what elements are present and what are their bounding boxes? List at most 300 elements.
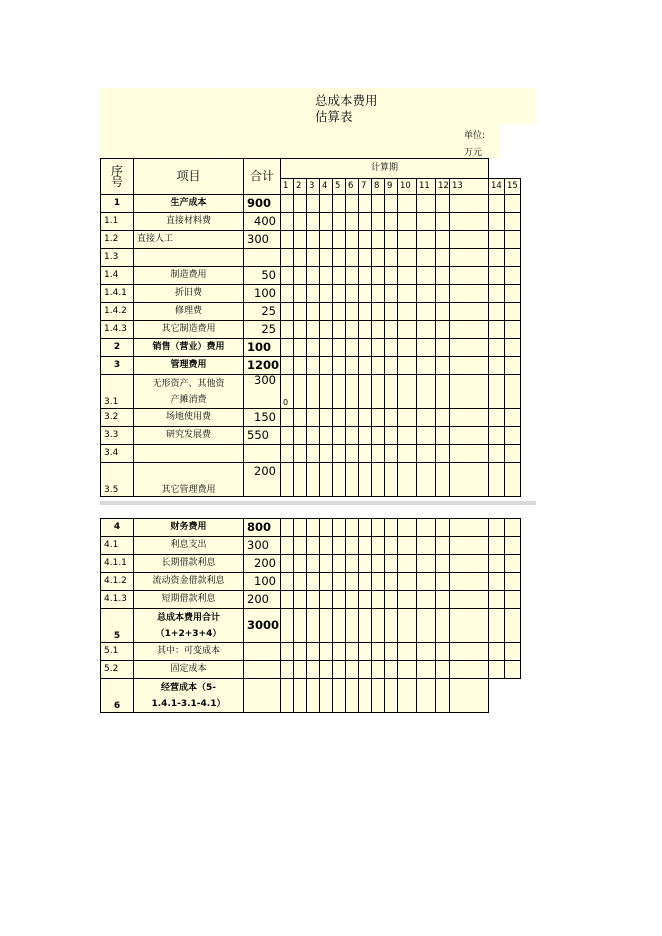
period-cell	[346, 591, 359, 609]
period-cell	[489, 643, 505, 661]
row-total: 100	[244, 285, 281, 303]
period-cell	[489, 195, 505, 213]
row-item: 制造费用	[134, 267, 244, 285]
period-cell	[398, 445, 417, 463]
period-cell	[333, 375, 346, 409]
period-cell	[294, 609, 307, 643]
period-cell	[385, 427, 398, 445]
period-cell	[346, 249, 359, 267]
period-cell	[359, 339, 372, 357]
period-cell	[372, 303, 385, 321]
period-cell	[333, 591, 346, 609]
row-total: 25	[244, 303, 281, 321]
period-cell	[450, 285, 489, 303]
period-number: 15	[505, 179, 521, 195]
period-cell	[398, 285, 417, 303]
period-cell	[489, 591, 505, 609]
header-blank	[489, 159, 521, 179]
period-cell	[320, 555, 333, 573]
period-cell	[333, 267, 346, 285]
period-cell	[417, 303, 436, 321]
period-cell	[505, 609, 521, 643]
period-cell	[417, 609, 436, 643]
period-cell	[398, 679, 417, 713]
period-cell	[385, 661, 398, 679]
table-row	[101, 213, 521, 231]
period-cell	[398, 249, 417, 267]
table-row	[101, 375, 521, 409]
row-total: 300	[244, 375, 281, 409]
period-cell	[436, 213, 450, 231]
period-cell	[505, 409, 521, 427]
period-cell	[436, 375, 450, 409]
period-cell	[333, 445, 346, 463]
period-cell	[450, 213, 489, 231]
period-cell	[450, 661, 489, 679]
period-cell	[372, 555, 385, 573]
period-cell	[450, 591, 489, 609]
period-cell	[505, 573, 521, 591]
table-row	[101, 357, 521, 375]
period-cell	[417, 591, 436, 609]
period-cell	[436, 339, 450, 357]
period-cell	[417, 427, 436, 445]
period-cell	[398, 409, 417, 427]
table-row	[101, 643, 521, 661]
row-item	[134, 249, 244, 267]
period-cell	[333, 303, 346, 321]
period-cell	[294, 285, 307, 303]
row-item: 其它制造费用	[134, 321, 244, 339]
period-cell	[417, 463, 436, 497]
blank-cell	[505, 679, 521, 713]
period-cell	[489, 555, 505, 573]
period-cell	[372, 357, 385, 375]
period-cell	[417, 409, 436, 427]
row-total: 300	[244, 537, 281, 555]
period-cell	[505, 213, 521, 231]
period-cell	[346, 285, 359, 303]
table-row	[101, 303, 521, 321]
period-cell	[450, 195, 489, 213]
period-number: 11	[417, 179, 436, 195]
period-cell	[346, 445, 359, 463]
period-cell	[359, 285, 372, 303]
row-seq: 1.4.3	[101, 321, 134, 339]
period-cell	[346, 321, 359, 339]
period-cell	[346, 427, 359, 445]
row-total: 300	[244, 231, 281, 249]
period-cell	[346, 609, 359, 643]
period-cell	[505, 463, 521, 497]
period-cell	[372, 249, 385, 267]
period-cell	[307, 445, 320, 463]
period-cell	[307, 519, 320, 537]
row-item-line1: 总成本费用合计	[156, 612, 220, 623]
period-cell	[489, 463, 505, 497]
row-item	[134, 375, 244, 409]
period-cell	[294, 321, 307, 339]
period-cell	[307, 679, 320, 713]
period-cell	[281, 643, 294, 661]
period-cell	[346, 679, 359, 713]
period-cell	[281, 591, 294, 609]
period-cell	[372, 519, 385, 537]
period-cell	[281, 213, 294, 231]
period-cell	[372, 375, 385, 409]
period-cell	[505, 249, 521, 267]
period-cell	[385, 409, 398, 427]
period-cell	[489, 409, 505, 427]
period-cell	[346, 303, 359, 321]
period-cell	[307, 285, 320, 303]
period-cell	[359, 555, 372, 573]
period-cell	[281, 537, 294, 555]
period-cell	[385, 555, 398, 573]
period-cell	[436, 661, 450, 679]
row-total	[244, 445, 281, 463]
period-cell	[333, 357, 346, 375]
period-cell	[281, 679, 294, 713]
section-separator	[100, 501, 536, 505]
period-cell	[307, 573, 320, 591]
period-cell	[333, 643, 346, 661]
period-cell	[398, 519, 417, 537]
period-cell	[398, 231, 417, 249]
period-cell	[359, 463, 372, 497]
period-cell	[307, 463, 320, 497]
period-cell	[417, 445, 436, 463]
period-cell	[417, 231, 436, 249]
period-cell	[320, 267, 333, 285]
period-cell	[294, 643, 307, 661]
period-cell	[359, 643, 372, 661]
period-cell	[333, 555, 346, 573]
period-cell	[294, 591, 307, 609]
row-seq: 1.4.1	[101, 285, 134, 303]
period-cell	[372, 213, 385, 231]
period-cell	[450, 339, 489, 357]
period-cell	[359, 445, 372, 463]
table-row	[101, 463, 521, 497]
period-cell	[385, 195, 398, 213]
period-cell	[359, 249, 372, 267]
period-cell	[398, 643, 417, 661]
header-seq	[101, 159, 134, 195]
period-cell	[359, 231, 372, 249]
period-cell	[372, 609, 385, 643]
row-item-line1: 无形资产、其他资	[152, 378, 225, 389]
period-cell	[346, 463, 359, 497]
row-seq: 4.1.2	[101, 573, 134, 591]
period-cell	[346, 573, 359, 591]
table-row	[101, 409, 521, 427]
period-cell	[436, 591, 450, 609]
period-cell	[333, 519, 346, 537]
row-seq: 3	[101, 357, 134, 375]
period-cell	[417, 339, 436, 357]
period-cell	[372, 537, 385, 555]
table-row	[101, 427, 521, 445]
period-cell	[450, 321, 489, 339]
period-cell	[346, 267, 359, 285]
row-item: 短期借款利息	[134, 591, 244, 609]
period-cell	[372, 321, 385, 339]
period-cell	[398, 609, 417, 643]
period-cell	[436, 427, 450, 445]
period-cell	[307, 303, 320, 321]
period-cell	[346, 357, 359, 375]
period-cell	[307, 537, 320, 555]
period-cell	[505, 285, 521, 303]
period-cell	[450, 303, 489, 321]
period-cell	[294, 339, 307, 357]
period-cell	[398, 321, 417, 339]
period-cell	[489, 213, 505, 231]
period-cell	[489, 427, 505, 445]
period-cell	[436, 573, 450, 591]
row-item: 场地使用费	[134, 409, 244, 427]
period-cell	[359, 679, 372, 713]
period-number: 14	[489, 179, 505, 195]
period-number: 12	[436, 179, 450, 195]
period-cell	[359, 213, 372, 231]
period-cell	[320, 591, 333, 609]
header-total: 合计	[244, 159, 281, 195]
table-row	[101, 231, 521, 249]
period-cell	[294, 303, 307, 321]
table-row	[101, 195, 521, 213]
row-total	[244, 643, 281, 661]
period-cell	[294, 249, 307, 267]
table-row	[101, 661, 521, 679]
period-cell	[450, 231, 489, 249]
period-cell	[417, 267, 436, 285]
period-cell	[307, 643, 320, 661]
period-cell	[436, 445, 450, 463]
period-cell	[281, 357, 294, 375]
table-row	[101, 679, 521, 713]
period-cell	[436, 321, 450, 339]
period-cell	[505, 357, 521, 375]
period-cell	[307, 375, 320, 409]
period-cell	[359, 267, 372, 285]
period-cell	[320, 303, 333, 321]
period-cell	[281, 285, 294, 303]
period-number: 10	[398, 179, 417, 195]
period-cell	[307, 231, 320, 249]
period-number: 8	[372, 179, 385, 195]
row-item: 销售（营业）费用	[134, 339, 244, 357]
period-cell	[436, 267, 450, 285]
period-cell	[281, 573, 294, 591]
period-number: 13	[450, 179, 489, 195]
period-cell	[505, 427, 521, 445]
period-cell	[307, 591, 320, 609]
row-item: 研究发展费	[134, 427, 244, 445]
period-cell	[320, 537, 333, 555]
period-cell	[372, 339, 385, 357]
period-cell	[294, 519, 307, 537]
period-cell	[436, 409, 450, 427]
period-cell	[450, 445, 489, 463]
row-seq: 5.1	[101, 643, 134, 661]
period-cell	[436, 303, 450, 321]
period-cell	[398, 339, 417, 357]
period-cell	[333, 339, 346, 357]
period-cell	[294, 231, 307, 249]
period-cell	[372, 463, 385, 497]
period-cell	[436, 249, 450, 267]
row-item: 流动资金借款利息	[134, 573, 244, 591]
period-number: 1	[281, 179, 294, 195]
period-cell	[320, 213, 333, 231]
period-cell	[359, 661, 372, 679]
row-seq: 3.3	[101, 427, 134, 445]
period-cell	[505, 321, 521, 339]
period-cell	[372, 231, 385, 249]
row-item: 修理费	[134, 303, 244, 321]
row-seq: 4.1	[101, 537, 134, 555]
period-cell	[359, 609, 372, 643]
row-item-line2: 1.4.1-3.1-4.1）	[151, 698, 226, 709]
row-total	[244, 679, 281, 713]
period-cell	[281, 463, 294, 497]
row-seq: 1.4.2	[101, 303, 134, 321]
period-cell	[398, 213, 417, 231]
period-cell	[385, 303, 398, 321]
period-cell	[372, 195, 385, 213]
row-item	[134, 609, 244, 643]
period-cell	[450, 267, 489, 285]
period-cell	[489, 609, 505, 643]
period-cell	[333, 409, 346, 427]
period-cell	[505, 267, 521, 285]
period-cell	[320, 463, 333, 497]
row-total: 200	[244, 591, 281, 609]
row-total	[244, 661, 281, 679]
period-cell	[320, 249, 333, 267]
period-cell	[294, 357, 307, 375]
period-cell	[333, 661, 346, 679]
period-cell	[294, 555, 307, 573]
period-cell	[417, 555, 436, 573]
period-cell	[385, 463, 398, 497]
table-row	[101, 321, 521, 339]
period-cell	[489, 267, 505, 285]
period-cell	[417, 213, 436, 231]
table-row	[101, 267, 521, 285]
row-total: 800	[244, 519, 281, 537]
period-cell	[294, 679, 307, 713]
row-seq: 1.4	[101, 267, 134, 285]
period-cell	[346, 339, 359, 357]
period-cell	[281, 519, 294, 537]
period-cell	[489, 357, 505, 375]
row-total: 1200	[244, 357, 281, 375]
row-seq: 1.3	[101, 249, 134, 267]
period-cell	[346, 375, 359, 409]
period-cell	[385, 679, 398, 713]
period-cell	[385, 321, 398, 339]
period-cell	[398, 303, 417, 321]
row-item: 折旧费	[134, 285, 244, 303]
period-cell	[281, 427, 294, 445]
period-cell	[346, 231, 359, 249]
period-cell	[346, 213, 359, 231]
period-cell	[398, 555, 417, 573]
period-cell	[398, 357, 417, 375]
period-cell	[307, 195, 320, 213]
period-cell	[417, 573, 436, 591]
period-cell	[307, 267, 320, 285]
period-cell	[346, 409, 359, 427]
row-seq: 1	[101, 195, 134, 213]
period-number: 5	[333, 179, 346, 195]
period-cell	[436, 679, 450, 713]
row-total: 50	[244, 267, 281, 285]
period-cell	[346, 661, 359, 679]
period-cell	[398, 267, 417, 285]
period-cell	[359, 591, 372, 609]
period-cell	[436, 463, 450, 497]
period-cell	[359, 303, 372, 321]
period-cell	[294, 267, 307, 285]
period-cell	[320, 661, 333, 679]
header-period: 计算期	[281, 159, 489, 179]
period-cell	[372, 591, 385, 609]
table-row	[101, 519, 521, 537]
table-row	[101, 537, 521, 555]
period-cell	[320, 409, 333, 427]
table-row	[101, 609, 521, 643]
period-cell	[489, 661, 505, 679]
period-number: 6	[346, 179, 359, 195]
period-cell	[372, 267, 385, 285]
period-cell	[489, 285, 505, 303]
period-cell	[346, 537, 359, 555]
row-seq: 1.1	[101, 213, 134, 231]
period-cell	[320, 679, 333, 713]
period-cell	[417, 537, 436, 555]
period-cell	[320, 195, 333, 213]
period-cell	[450, 249, 489, 267]
period-cell	[372, 643, 385, 661]
period-cell	[398, 573, 417, 591]
row-total: 400	[244, 213, 281, 231]
period-cell	[398, 195, 417, 213]
row-total: 900	[244, 195, 281, 213]
period-cell	[281, 231, 294, 249]
period-cell	[320, 427, 333, 445]
period-cell	[385, 339, 398, 357]
period-cell	[436, 609, 450, 643]
period-cell	[398, 427, 417, 445]
period-cell	[489, 573, 505, 591]
period-cell	[450, 427, 489, 445]
period-cell: 0	[281, 375, 294, 409]
header-seq-line2: 号	[110, 174, 123, 189]
period-cell	[294, 573, 307, 591]
period-number: 3	[307, 179, 320, 195]
row-item: 长期借款利息	[134, 555, 244, 573]
period-cell	[320, 573, 333, 591]
period-cell	[359, 573, 372, 591]
period-cell	[333, 195, 346, 213]
header-item: 项目	[134, 159, 244, 195]
period-cell	[333, 573, 346, 591]
period-cell	[505, 555, 521, 573]
